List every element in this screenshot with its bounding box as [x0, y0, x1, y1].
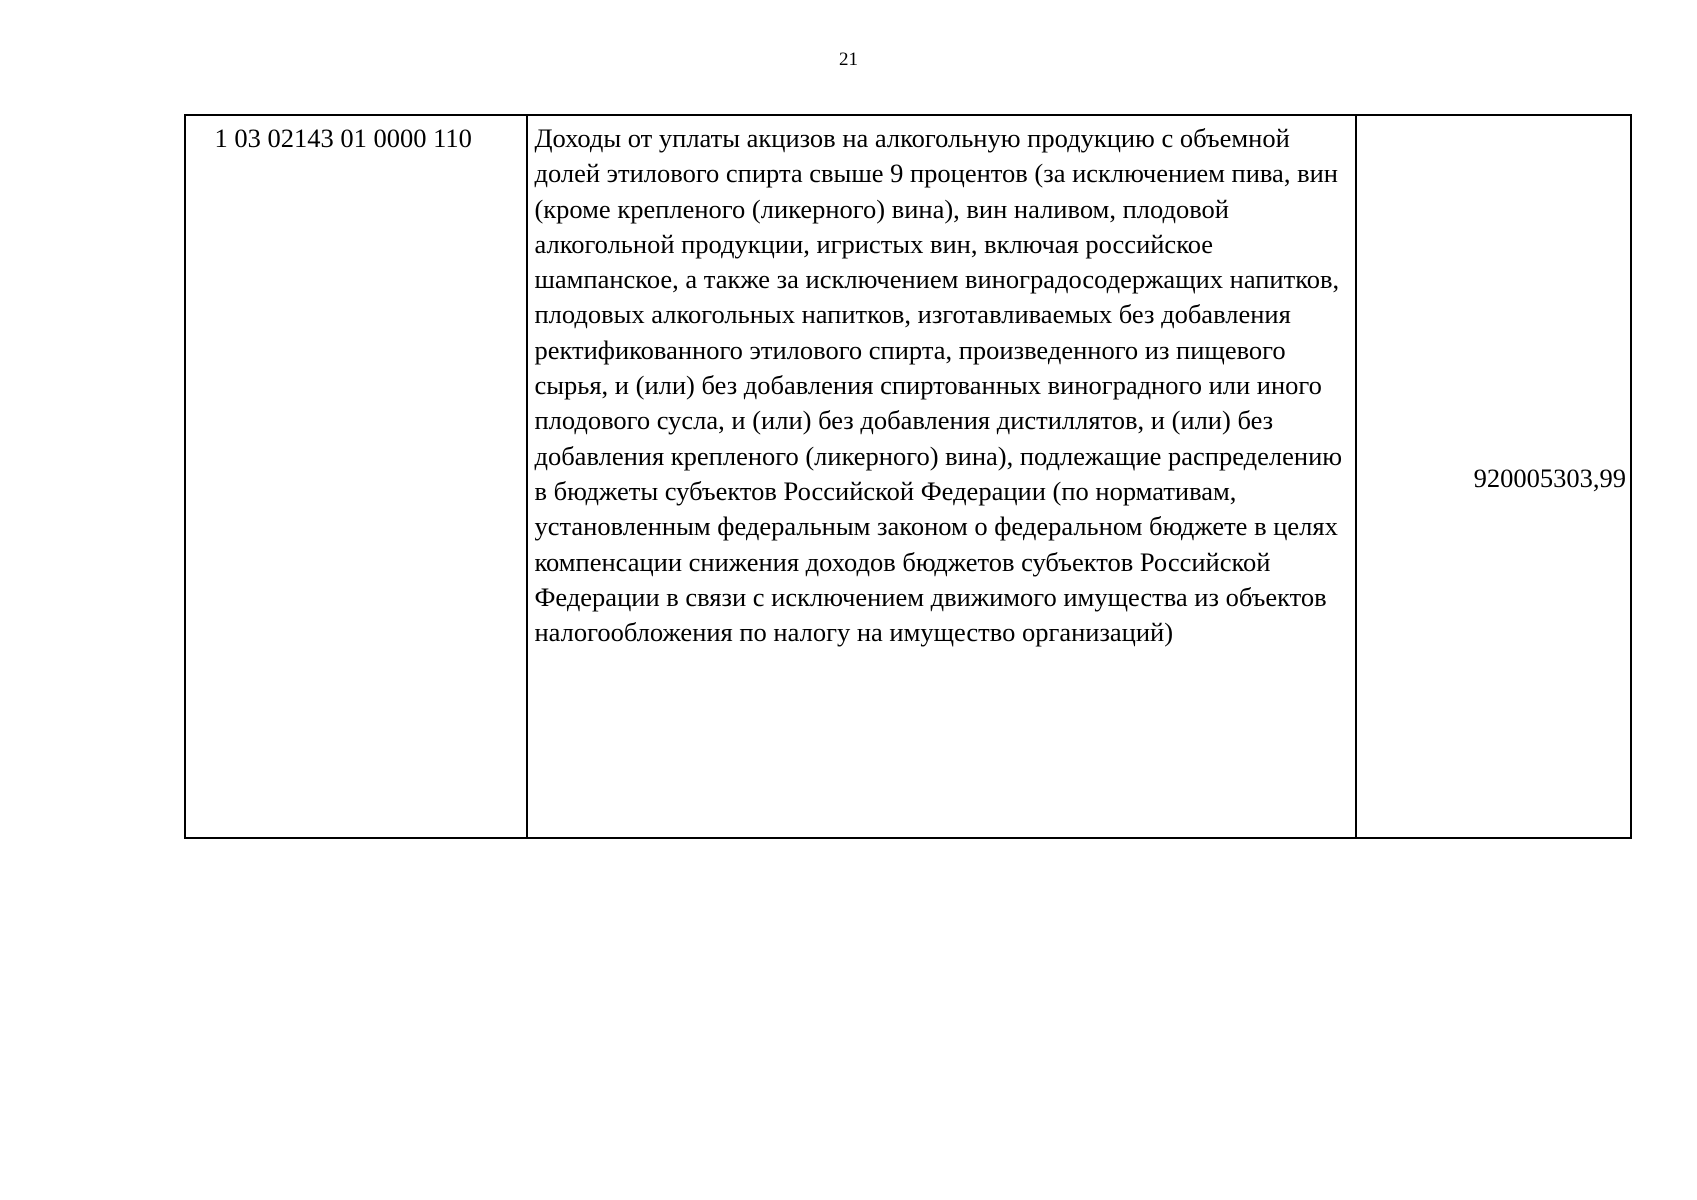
revenue-description: Доходы от уплаты акцизов на алкогольную продукцию с объемной долей этилового спирта свыше 9 процентов (за исключением пива, вин (кроме крепленого (ликерного) вина), вин наливом, плодовой алкогольной продукции, игристых вин, включая российское шампанское, а также за исключением виноградосодержащих напитков, плодовых алкогольных напитков, изготавливаемых без добавления ректификованного этилового спирта, произведенного из пищевого сырья, и (или) без добавления спиртованных виноградного или иного плодового сусла, и (или) без добавления дистиллятов, и (или) без добавления крепленого (ликерного) вина), подлежащие распределению в бюджеты субъектов Российской Федерации (по нормативам, установленным федеральным законом о федеральном бюджете в целях компенсации снижения доходов бюджетов субъектов Российской Федерации в связи с исключением движимого имущества из объектов налогообложения по налогу на имущество организаций)	[527, 115, 1355, 838]
table-row	[185, 115, 1631, 838]
budget-table	[184, 114, 1632, 839]
revenue-amount: 920005303,99	[1356, 115, 1631, 838]
page-number: 21	[839, 49, 858, 70]
budget-classification-code: 1 03 02143 01 0000 110	[185, 115, 527, 838]
